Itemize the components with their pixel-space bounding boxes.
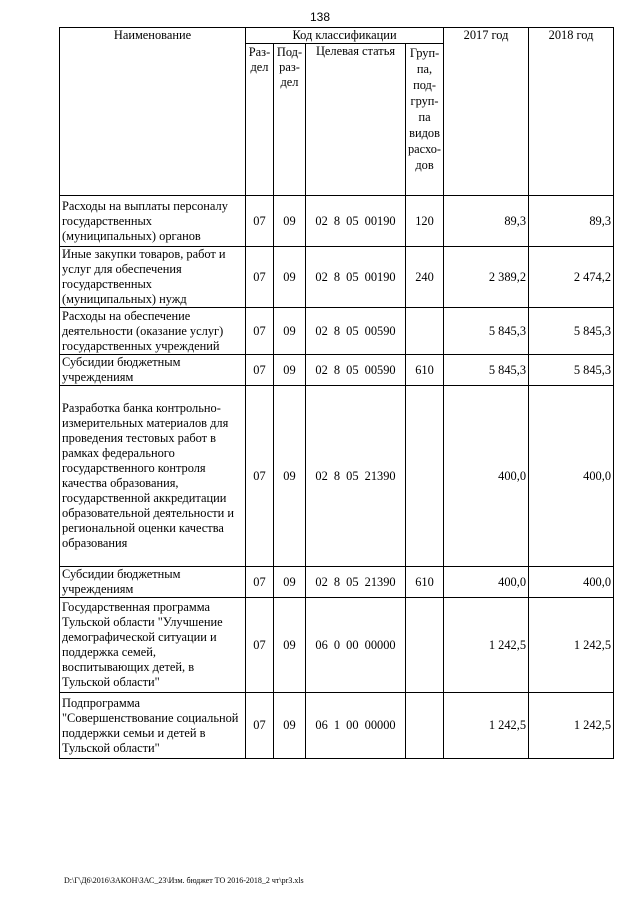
row-value-2018: 400,0 [529,567,614,598]
row-name: Субсидии бюджетным учреждениям [60,567,246,598]
row-value-2017: 89,3 [444,196,529,247]
row-statya: 02 8 05 21390 [306,386,406,567]
row-value-2018: 1 242,5 [529,598,614,693]
row-podrazdel: 09 [274,693,306,759]
row-razdel: 07 [246,567,274,598]
row-podrazdel: 09 [274,308,306,355]
row-podrazdel: 09 [274,247,306,308]
row-razdel: 07 [246,693,274,759]
row-value-2017: 400,0 [444,386,529,567]
row-value-2018: 400,0 [529,386,614,567]
header-statya: Целевая статья [306,44,406,196]
row-podrazdel: 09 [274,567,306,598]
table-row [60,693,614,759]
row-statya: 02 8 05 00190 [306,247,406,308]
row-name: Иные закупки товаров, работ и услуг для обеспечения государственных (муниципальных) нужд [60,247,246,308]
row-value-2017: 2 389,2 [444,247,529,308]
header-razdel: Раз-дел [246,44,274,196]
row-podrazdel: 09 [274,355,306,386]
row-vid [406,308,444,355]
budget-table [59,27,614,759]
row-statya: 02 8 05 00590 [306,308,406,355]
row-value-2018: 89,3 [529,196,614,247]
row-podrazdel: 09 [274,196,306,247]
header-name: Наименование [60,28,246,196]
table-row [60,386,614,567]
header-2017: 2017 год [444,28,529,196]
row-statya: 06 0 00 00000 [306,598,406,693]
table-row [60,355,614,386]
header-2018: 2018 год [529,28,614,196]
page-number: 138 [309,10,331,24]
row-vid: 240 [406,247,444,308]
row-razdel: 07 [246,598,274,693]
table-row [60,308,614,355]
row-statya: 06 1 00 00000 [306,693,406,759]
row-value-2017: 5 845,3 [444,308,529,355]
row-razdel: 07 [246,386,274,567]
row-vid: 610 [406,567,444,598]
header-podrazdel: Под-раз-дел [274,44,306,196]
row-name: Подпрограмма "Совершенствование социальной поддержки семьи и детей в Тульской области" [60,693,246,759]
row-vid [406,598,444,693]
row-value-2017: 1 242,5 [444,693,529,759]
row-name: Разработка банка контрольно-измерительных материалов для проведения тестовых работ в рамках федерального государственного контроля качества образования, государственной аккредитации образовательной деятельности и региональной оценки качества образования [60,386,246,567]
header-gruppa: Груп-па, под-груп-па видов расхо-дов [406,44,444,196]
row-statya: 02 8 05 00590 [306,355,406,386]
row-name: Расходы на обеспечение деятельности (оказание услуг) государственных учреждений [60,308,246,355]
row-value-2017: 5 845,3 [444,355,529,386]
row-podrazdel: 09 [274,598,306,693]
row-razdel: 07 [246,355,274,386]
row-value-2018: 5 845,3 [529,355,614,386]
row-value-2017: 1 242,5 [444,598,529,693]
row-value-2018: 1 242,5 [529,693,614,759]
row-podrazdel: 09 [274,386,306,567]
header-code: Код классификации [246,28,444,44]
table-row [60,567,614,598]
table-row [60,247,614,308]
row-name: Субсидии бюджетным учреждениям [60,355,246,386]
row-name: Государственная программа Тульской области "Улучшение демографической ситуации и поддержка семей, воспитывающих детей, в Тульской области" [60,598,246,693]
table-row [60,598,614,693]
row-name: Расходы на выплаты персоналу государственных (муниципальных) органов [60,196,246,247]
table-row [60,196,614,247]
row-vid [406,693,444,759]
row-vid [406,386,444,567]
row-razdel: 07 [246,308,274,355]
row-value-2018: 5 845,3 [529,308,614,355]
row-vid: 610 [406,355,444,386]
file-path-footer: D:\Г\Д6\2016\ЗАКОН\ЗАС_23\Изм. бюджет ТО 2016-2018_2 чт\pr3.xls [64,876,304,885]
row-value-2017: 400,0 [444,567,529,598]
row-vid: 120 [406,196,444,247]
row-razdel: 07 [246,196,274,247]
row-value-2018: 2 474,2 [529,247,614,308]
row-statya: 02 8 05 00190 [306,196,406,247]
row-statya: 02 8 05 21390 [306,567,406,598]
row-razdel: 07 [246,247,274,308]
